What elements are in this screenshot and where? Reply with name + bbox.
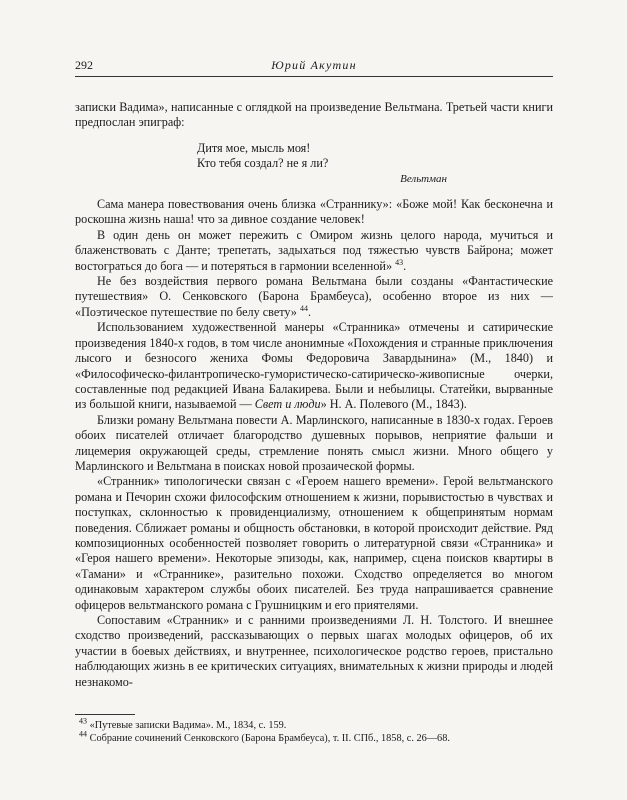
paragraph-1: записки Вадима», написанные с оглядкой на произведение Вельтмана. Третьей части книги предпослан эпиграф: [75,100,553,130]
footnote [75,729,553,745]
paragraph-2: Сама манера повествования очень близка «Страннику»: «Боже мой! Как бесконечна и роскошна жизнь наша! что за дивное создание человек! [75,197,553,227]
footnote-text: «Путевые записки Вадима». М., 1834, с. 159. [89,720,287,731]
book-title: Свет и люди [254,397,321,412]
page-number: 292 [75,58,93,72]
running-head: Юрий Акутин [271,58,357,72]
epigraph [197,141,553,187]
footnote-ref[interactable]: 44 [299,303,308,313]
paragraph-6: Близки роману Вельтмана повести А. Марлинского, написанные в 1830-х годах. Героев обоих писателей отличает благородство душевных порывов, неприятие фальши и лицемерия окружающей среды, стремление понять смысл жизни. Много общего у Марлинского и Вельтмана в поисках новой прозаической формы. [75,412,553,473]
epigraph-line: Дитя мое, мысль моя! [197,140,311,155]
epigraph-attribution: Вельтман [400,172,447,185]
footnote-text: Собрание сочинений Сенковского (Барона Брамбеуса), т. II. СПб., 1858, с. 26—68. [89,733,450,744]
paragraph-5-tail: » Н. А. Полевого (М., 1843). [320,397,467,412]
footnote-mark: 43 [79,716,87,726]
footnotes [75,714,553,745]
paragraph-5 [75,320,553,412]
paragraph-8: Сопоставим «Странник» и с ранними произведениями Л. Н. Толстого. И внешнее сходство произведений, рассказывающих о первых шагах молодых офицеров, об их участии в боевых действиях, и внутреннее, психологическое родство героев, пристально наблюдающих жизнь в ее критических ситуациях, внимательных к жизни природы и людей незнакомо- [75,613,553,689]
footnote-rule [75,714,135,715]
paragraph-7: «Странник» типологически связан с «Героем нашего времени». Герой вельтманского романа и Печорин схожи философским отношением к жизни, порывистостью в чувствах и поступках, склонностью к провиденциализму, отношением к общепринятым нормам поведения. Сближает романы и общность обстановки, в которой происходит действие. Ряд композиционных особенностей позволяет говорить о литературной связи «Странника» и «Героя нашего времени». Некоторые эпизоды, как, например, сцена поисков квартиры в «Тамани» и «Страннике», разительно похожи. Сходство определяется во многом одинаковым характером службы обоих писателей. Без труда напрашивается сравнение офицеров вельтманского романа с Грушницким и его приятелями. [75,474,553,612]
footnote-ref[interactable]: 43 [395,257,404,267]
page [75,58,553,690]
footnote-mark: 44 [79,729,87,739]
footnote [75,716,553,732]
body-text [75,100,553,690]
paragraph-5-text: Использованием художественной манеры «Странника» отмечены и сатирические произведения 1840-х годов, в том числе анонимные «Похождения и странные приключения лысого и безносого жениха Фомы Федоровича Завардынина» (М., 1840) и «Философическо-филантропическо-гумористическо-сатирическо-живописные очерки, составленные под редакцией Ивана Балакирева. Были и небылицы. Статейки, вырванные из большой книги, называемой — [75,320,553,412]
paragraph-3-text: В один день он может пережить с Омиром жизнь целого народа, мучиться и блаженствовать с Данте; трепетать, задыхаться под тяжестью чувств Байрона; может востограться до бога — и потеряться в гармонии вселенной» [75,227,553,273]
page-header [75,58,553,78]
epigraph-line: Кто тебя создал? не я ли? [197,156,329,171]
paragraph-4-text: Не без воздействия первого романа Вельтмана были созданы «Фантастические путешествия» О. Сенковского (Барона Брамбеуса), особенно второе из них — «Поэтическое путешествие по белу свету» [75,274,553,319]
paragraph-3: В один день он может пережить с Омиром жизнь целого народа, мучиться и блаженствовать с Данте; трепетать, задыхаться под тяжестью чувств Байрона; может востограться до бога — и потеряться в гармонии вселенной» $^{43}$. [75,227,553,273]
paragraph-4: Не без воздействия первого романа Вельтмана были созданы «Фантастические путешествия» О. Сенковского (Барона Брамбеуса), особенно второе из них — «Поэтическое путешествие по белу свету» $^{44}$. [75,274,553,319]
header-rule [75,76,553,77]
